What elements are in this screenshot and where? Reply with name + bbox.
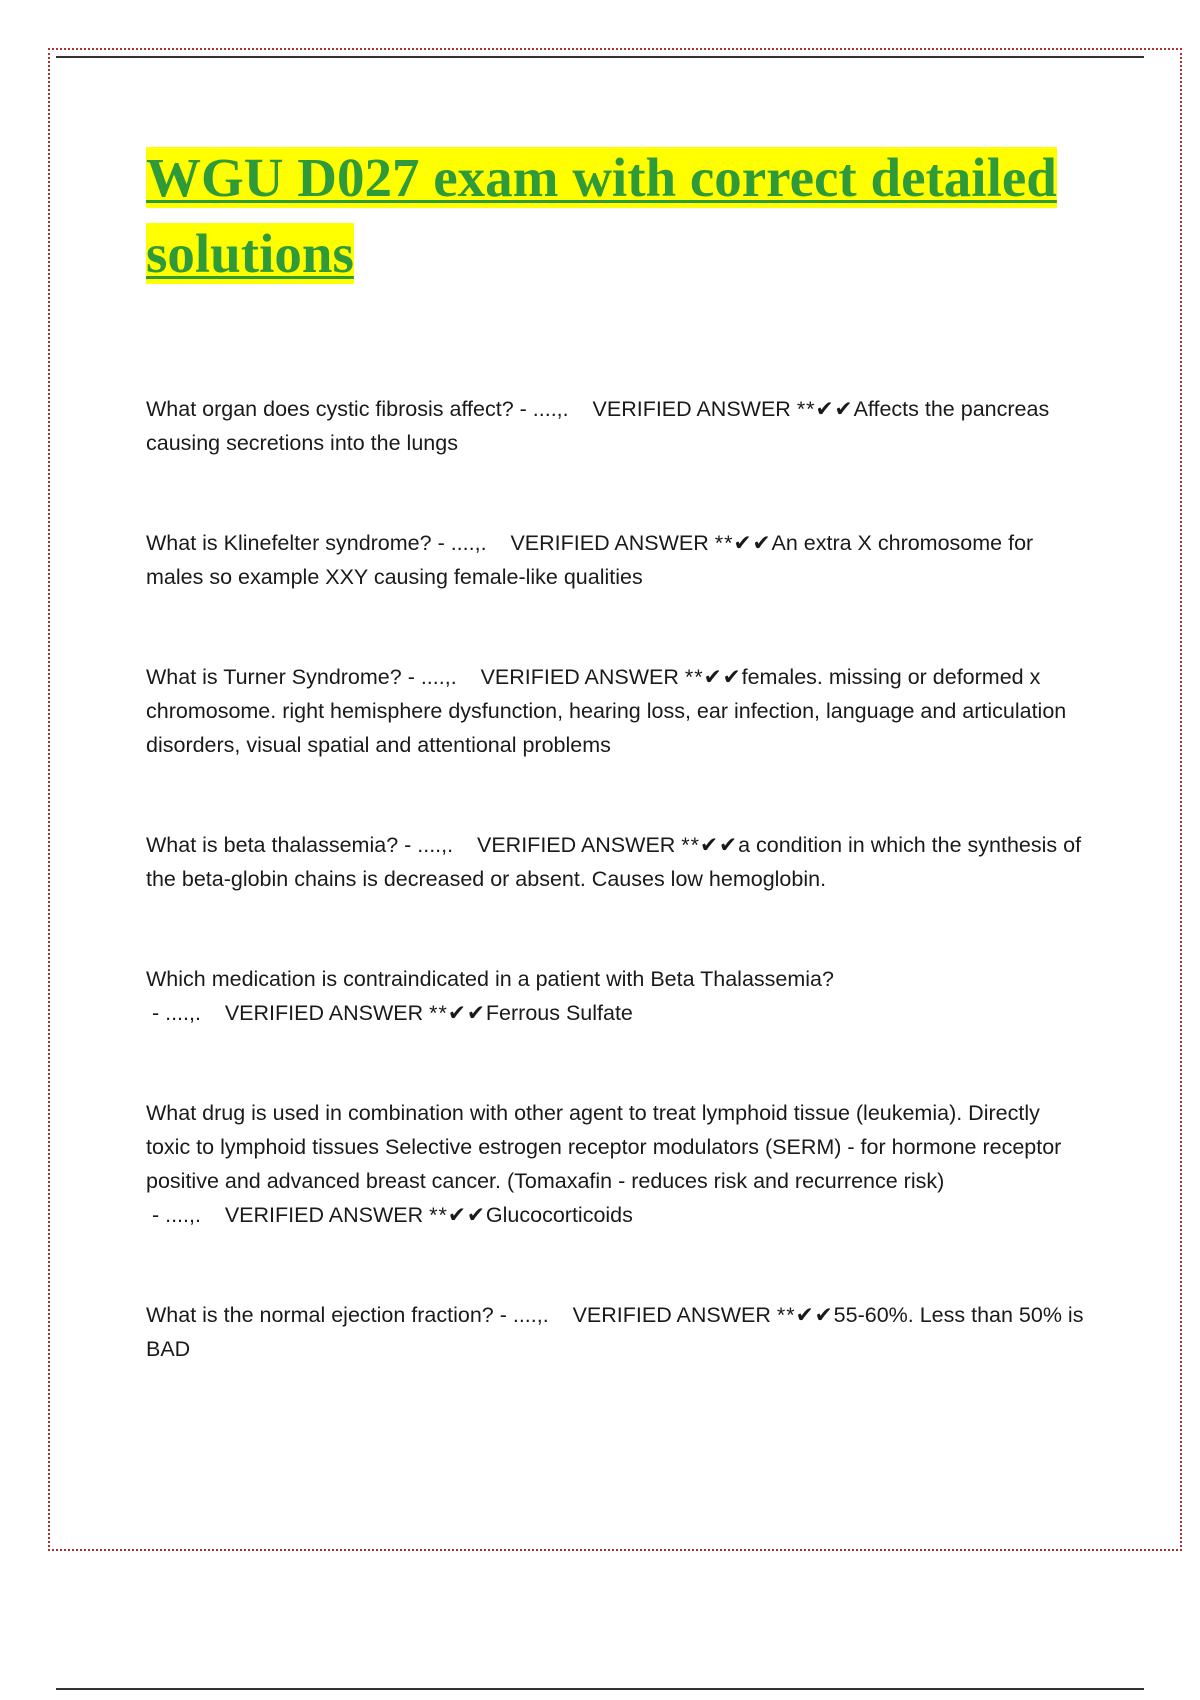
check-marks-icon: **✔✔ [429, 1203, 486, 1227]
document-content [146, 140, 1086, 1432]
check-marks-icon: **✔✔ [776, 1303, 834, 1327]
qa-item [146, 660, 1086, 762]
separator: - ....,. [513, 397, 593, 421]
check-marks-icon: **✔✔ [684, 665, 742, 689]
verified-label: VERIFIED ANSWER [480, 665, 685, 689]
answer-text: a condition in which the synthesis of the beta-globin chains is decreased or absent. Causes low hemoglobin. [146, 833, 1082, 891]
verified-label: VERIFIED ANSWER [224, 1001, 430, 1025]
check-marks-icon: **✔✔ [429, 1001, 486, 1025]
title-line-2: solutions [146, 223, 354, 284]
check-marks-icon: **✔✔ [714, 531, 772, 555]
separator: - ....,. [146, 1203, 225, 1227]
separator: - ....,. [493, 1303, 573, 1327]
question-text: What is the normal ejection fraction? [146, 1303, 494, 1327]
bottom-rule [56, 1688, 1144, 1690]
document-title [146, 140, 1086, 292]
answer-text: An extra X chromosome for males so example XXY causing female-like qualities [146, 531, 1034, 589]
question-text: What organ does cystic fibrosis affect? [146, 397, 514, 421]
top-rule [56, 56, 1144, 58]
separator: - ....,. [431, 531, 511, 555]
answer-text: Affects the pancreas causing secretions into the lungs [146, 397, 1050, 455]
question-text: What is beta thalassemia? [146, 833, 399, 857]
qa-list [146, 392, 1086, 1366]
verified-label: VERIFIED ANSWER [477, 833, 682, 857]
qa-item [146, 1096, 1086, 1232]
qa-item [146, 392, 1086, 460]
question-text: What drug is used in combination with other agent to treat lymphoid tissue (leukemia). Directly toxic to lymphoid tissues Selective estrogen receptor modulators (SERM) - for hormone receptor positive and advanced breast cancer. (Tomaxafin - reduces risk and recurrence risk) [146, 1101, 1062, 1193]
answer-text: females. missing or deformed x chromosome. right hemisphere dysfunction, hearing loss, ear infection, language and articulation disorders, visual spatial and attentional problems [146, 665, 1067, 757]
verified-label: VERIFIED ANSWER [572, 1303, 777, 1327]
title-line-1: WGU D027 exam with correct detailed [146, 147, 1057, 208]
verified-label: VERIFIED ANSWER [224, 1203, 430, 1227]
separator: - ....,. [146, 1001, 225, 1025]
qa-item [146, 828, 1086, 896]
answer-text: Glucocorticoids [485, 1203, 633, 1227]
check-marks-icon: **✔✔ [681, 833, 739, 857]
verified-label: VERIFIED ANSWER [592, 397, 797, 421]
separator: - ....,. [398, 833, 477, 857]
qa-item [146, 962, 1086, 1030]
answer-text: Ferrous Sulfate [485, 1001, 633, 1025]
answer-text: 55-60%. Less than 50% is BAD [146, 1303, 1084, 1361]
question-text: What is Klinefelter syndrome? [146, 531, 432, 555]
verified-label: VERIFIED ANSWER [510, 531, 715, 555]
check-marks-icon: **✔✔ [796, 397, 854, 421]
qa-item [146, 1298, 1086, 1366]
qa-item [146, 526, 1086, 594]
question-text: What is Turner Syndrome? [146, 665, 402, 689]
question-text: Which medication is contraindicated in a patient with Beta Thalassemia? [146, 967, 834, 991]
separator: - ....,. [401, 665, 481, 689]
